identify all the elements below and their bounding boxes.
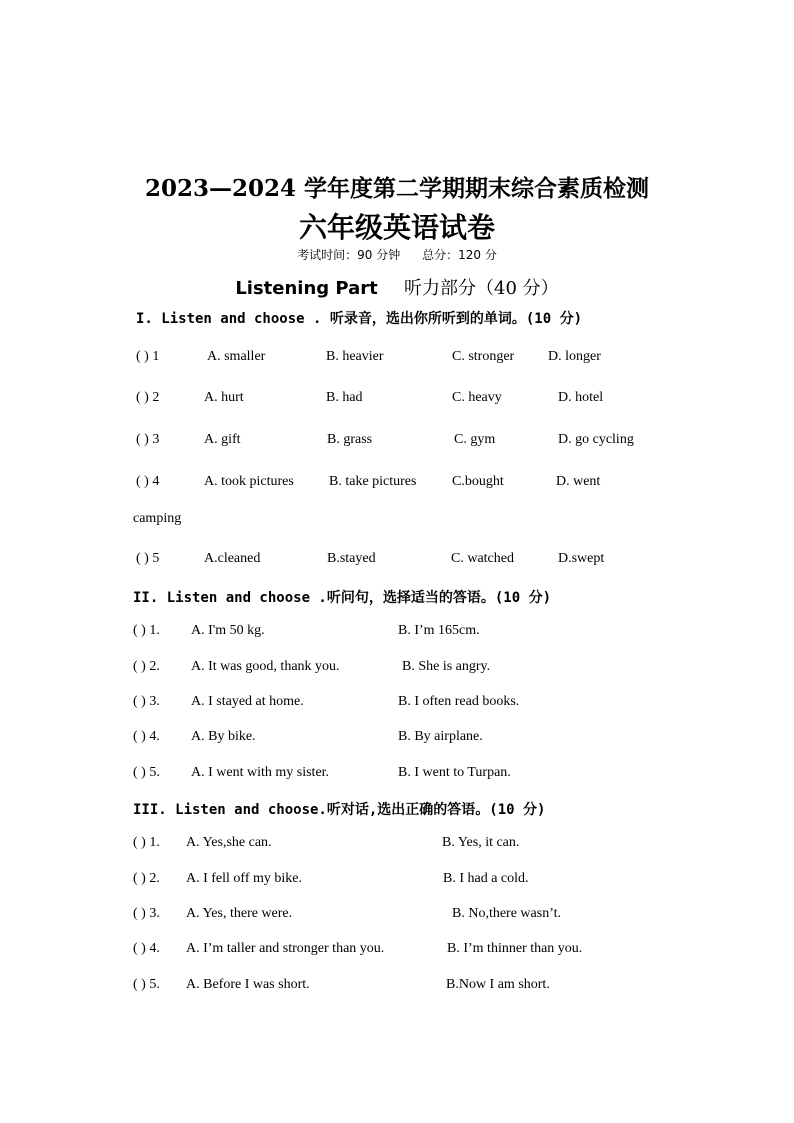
exam-info <box>0 246 794 263</box>
question-number: ( ) 5 <box>136 551 160 566</box>
question-number: ( ) 4 <box>136 474 160 489</box>
question-number: ( ) 2 <box>136 390 160 405</box>
option-a: A. I'm 50 kg. <box>191 623 265 638</box>
option-b: B.stayed <box>327 551 376 566</box>
part1-heading: I. Listen and choose . 听录音，选出你所听到的单词。(10 分) <box>136 311 583 327</box>
option-b: B. No,there wasn’t. <box>452 906 561 921</box>
question-number: ( ) 1 <box>136 349 160 364</box>
option-a: A. Yes, there were. <box>186 906 293 921</box>
option-c: C. gym <box>454 432 496 447</box>
question-number: ( ) 3 <box>136 432 160 447</box>
option-c: C.bought <box>452 474 504 489</box>
question-number: ( ) 4. <box>133 729 160 744</box>
option-c: C. heavy <box>452 390 502 405</box>
question-number: ( ) 2. <box>133 871 160 886</box>
option-b: B. I’m 165cm. <box>398 623 480 638</box>
option-c: C. stronger <box>452 349 515 364</box>
option-b: B. I often read books. <box>398 694 520 709</box>
option-d-wrap: camping <box>133 511 182 526</box>
option-b: B. I had a cold. <box>443 871 529 886</box>
option-c: C. watched <box>451 551 514 566</box>
option-a: A.cleaned <box>204 551 261 566</box>
part3-heading: III. Listen and choose.听对话,选出正确的答语。(10 分) <box>133 802 546 818</box>
option-a: A. I fell off my bike. <box>186 871 302 886</box>
option-a: A. I stayed at home. <box>191 694 304 709</box>
option-a: A. By bike. <box>191 729 256 744</box>
exam-title-line1: 2023—2024 学年度第二学期期末综合素质检测 <box>144 175 650 202</box>
option-d: D.swept <box>558 551 605 566</box>
total-score: 总分：120 分 <box>422 248 497 262</box>
option-b: B. Yes, it can. <box>442 835 520 850</box>
question-number: ( ) 1. <box>133 623 160 638</box>
option-a: A. took pictures <box>204 474 294 489</box>
option-a: A. gift <box>204 432 241 447</box>
option-a: A. hurt <box>204 390 244 405</box>
option-b: B.Now I am short. <box>446 977 550 992</box>
question-number: ( ) 5. <box>133 977 160 992</box>
exam-title-line2: 六年级英语试卷 <box>298 211 495 244</box>
question-number: ( ) 4. <box>133 941 160 956</box>
option-b: B. take pictures <box>329 474 417 489</box>
option-a: A. I’m taller and stronger than you. <box>186 941 385 956</box>
option-d: D. longer <box>548 349 601 364</box>
section-heading-cn: 听力部分（40 分） <box>404 278 559 299</box>
question-number: ( ) 3. <box>133 694 160 709</box>
option-b: B. I’m thinner than you. <box>447 941 583 956</box>
option-b: B. She is angry. <box>402 659 491 674</box>
section-heading-en: Listening Part <box>235 278 378 299</box>
option-d: D. go cycling <box>558 432 634 447</box>
option-b: B. By airplane. <box>398 729 483 744</box>
option-b: B. heavier <box>326 349 384 364</box>
option-b: B. I went to Turpan. <box>398 765 511 780</box>
option-a: A. It was good, thank you. <box>191 659 340 674</box>
option-d: D. went <box>556 474 601 489</box>
question-number: ( ) 3. <box>133 906 160 921</box>
option-a: A. Before I was short. <box>186 977 310 992</box>
question-number: ( ) 1. <box>133 835 160 850</box>
option-b: B. grass <box>327 432 373 447</box>
exam-time: 考试时间：90 分钟 <box>297 248 401 262</box>
option-a: A. Yes,she can. <box>186 835 272 850</box>
option-a: A. smaller <box>207 349 266 364</box>
option-b: B. had <box>326 390 363 405</box>
option-a: A. I went with my sister. <box>191 765 330 780</box>
section-heading <box>0 274 794 300</box>
part2-heading: II. Listen and choose .听问句，选择适当的答语。(10 分) <box>133 590 552 606</box>
option-d: D. hotel <box>558 390 604 405</box>
question-number: ( ) 2. <box>133 659 160 674</box>
question-number: ( ) 5. <box>133 765 160 780</box>
